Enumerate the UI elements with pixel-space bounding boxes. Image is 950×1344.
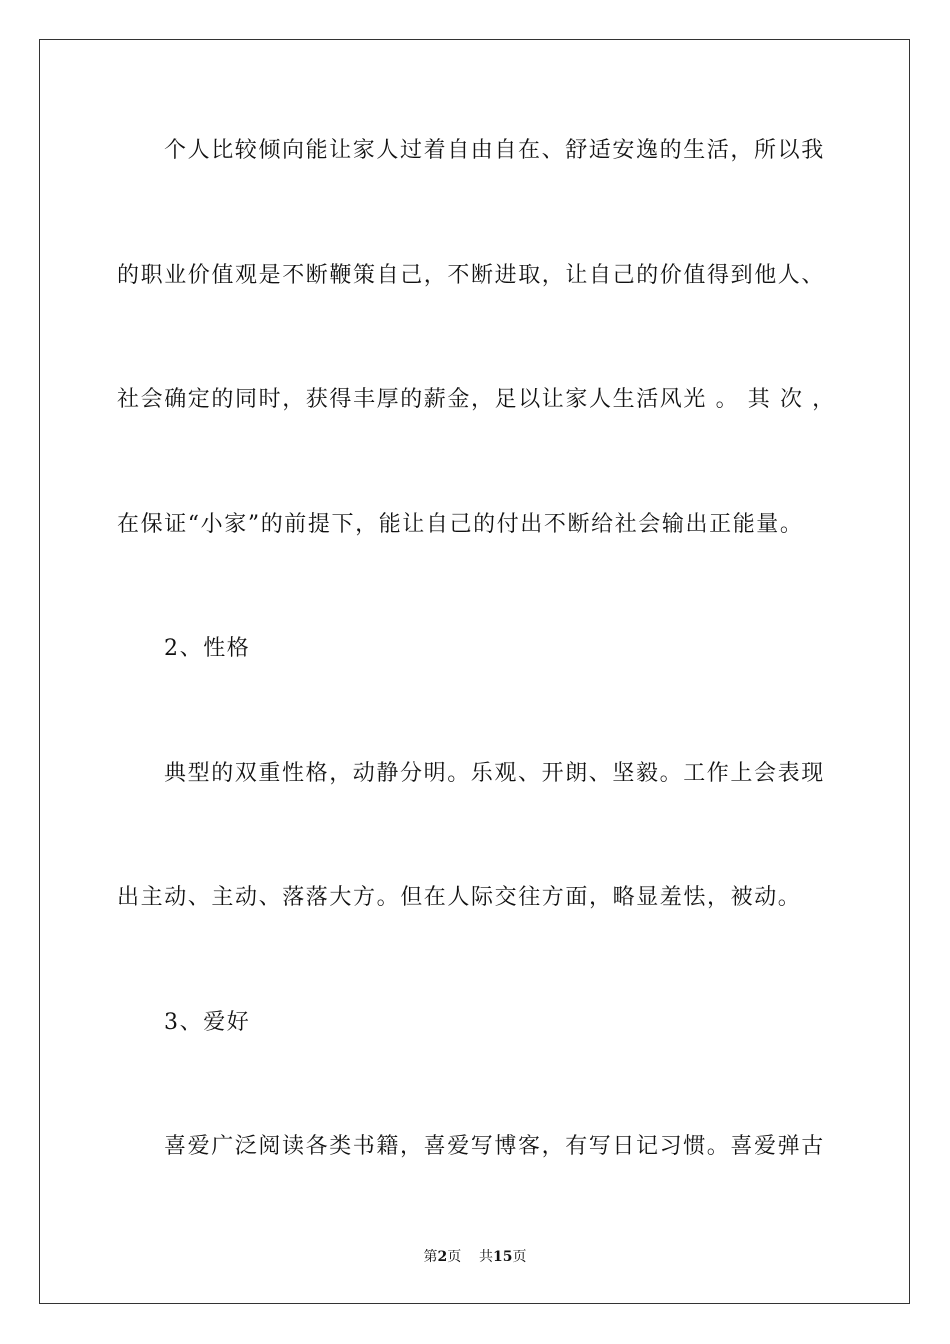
section-heading: 2、性格 [164, 636, 251, 661]
paragraph-line: 的职业价值观是不断鞭策自己，不断进取，让自己的价值得到他人、 [117, 263, 826, 288]
paragraph-line: 社会确定的同时，获得丰厚的薪金，足以让家人生活风光 。 其 次 ， [117, 387, 836, 412]
paragraph-line: 出主动、主动、落落大方。但在人际交往方面，略显羞怯，被动。 [117, 885, 802, 910]
page-border [39, 39, 910, 1304]
total-prefix: 共 [479, 1249, 494, 1265]
paragraph-line: 在保证“小家”的前提下，能让自己的付出不断给社会输出正能量。 [117, 512, 804, 537]
paragraph-line: 典型的双重性格，动静分明。乐观、开朗、坚毅。工作上会表现 [164, 761, 825, 786]
page-prefix: 第 [423, 1249, 438, 1265]
page-number: 2 [437, 1249, 448, 1265]
total-pages: 15 [493, 1249, 513, 1265]
total-suffix: 页 [512, 1249, 527, 1265]
section-heading: 3、爱好 [164, 1010, 251, 1035]
page-footer [0, 1248, 950, 1266]
paragraph-line: 个人比较倾向能让家人过着自由自在、舒适安逸的生活，所以我 [164, 138, 825, 163]
paragraph-line: 喜爱广泛阅读各类书籍，喜爱写博客，有写日记习惯。喜爱弹古 [164, 1134, 825, 1159]
page-suffix: 页 [447, 1249, 462, 1265]
